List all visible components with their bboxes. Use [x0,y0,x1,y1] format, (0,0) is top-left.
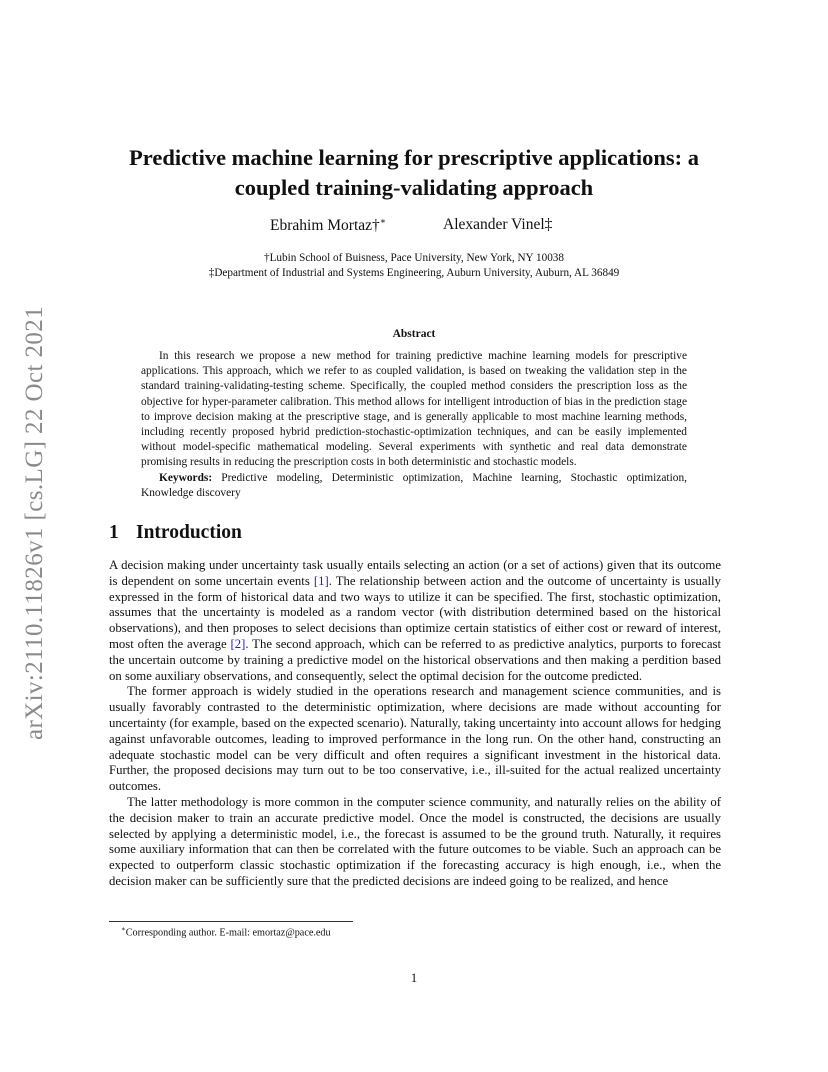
paragraph-1-part-a: A decision making under uncertainty task usually entails selecting an action (or a set of actions) given that its outcome is dependent on some uncertain events [109,558,721,588]
abstract-text: In this research we propose a new method for training predictive machine learning models for prescriptive applications. This approach, which we refer to as coupled validation, is based on tweaking the validation step in the standard training-validating-testing scheme. Specifically, the coupled method considers the prescription loss as the objective for hyper-parameter calibration. This method allows for intelligent introduction of bias in the prediction stage to improve decision making at the prescriptive stage, and is generally applicable to most machine learning methods, including recently proposed hybrid prediction-stochastic-optimization techniques, and can be easily implemented without model-specific mathematical modeling. Several experiments with synthetic and real data demonstrate promising results in reducing the prescription costs in both deterministic and stochastic models. [141,350,687,469]
page-number: 1 [410,971,418,985]
arxiv-identifier-text: arXiv:2110.11826v1 [cs.LG] 22 Oct 2021 [21,305,48,741]
section-title: Introduction [136,522,242,543]
paragraph-2: The former approach is widely studied in the operations research and management science communities, and is usually favorably contrasted to the deterministic optimization, where decisions are made without accounting for uncertainty (for example, based on the expected scenario). Naturally, taking uncertainty into account allows for hedging against unfavorable outcomes, leading to improved performance in the long run. On the other hand, constructing an adequate stochastic model can be very difficult and often requires a significant investment in the historical data. Further, the proposed decisions may turn out to be too conservative, i.e., ill-suited for the actual realized uncertainty outcomes. [109,684,721,794]
footnote-divider [109,921,353,922]
footnote-text: Corresponding author. E-mail: emortaz@pace.edu [125,927,331,939]
footnote [121,925,331,938]
corresponding-author-mark: ∗ [379,216,386,226]
author-1-name: Ebrahim Mortaz† [270,217,380,235]
paragraph-1-part-c: . The second approach, which can be referred to as predictive analytics, purports to forecast the uncertain outcome by training a predictive model on the historical observations and then making a perdition based on some auxiliary observations, and consequently, select the optimal decision for the outcome predicted. [109,636,721,683]
keywords [141,471,687,501]
author-list [0,216,828,240]
affiliation-2: ‡Department of Industrial and Systems Engineering, Auburn University, Auburn, AL 36849 [208,267,620,279]
paper-title: Predictive machine learning for prescriptive applications: a coupled training-validating approach [129,145,699,200]
section-body [109,558,721,890]
arxiv-identifier [0,0,50,1072]
paragraph-3: The latter methodology is more common in the computer science community, and naturally relies on the ability of the decision maker to train an accurate predictive model. Once the model is constructed, the decisions are usually selected by applying a deterministic model, i.e., the forecast is assumed to be the ground truth. Naturally, it requires some auxiliary information that can then be correlated with the future outcomes to be viable. Such an approach can be expected to outperform classic stochastic optimization if the forecasting accuracy is high enough, i.e., when the decision maker can be sufficiently sure that the predicted decisions are indeed going to be realized, and hence [109,794,721,888]
paragraph-1-part-b: . The relationship between action and the outcome of uncertainty is usually expressed in the form of historical data and two ways to utilize it can be specified. The first, stochastic optimization, assumes that the uncertainty is modeled as a random vector (with distribution determined based on the historical observations), and then proposes to select decisions than optimize certain statistics of either cost or reward of interest, most often the average [109,573,721,651]
section-heading [109,522,242,544]
author-1 [270,216,386,235]
footnote-mark: ∗ [121,925,126,933]
author-2-name: Alexander Vinel‡ [443,216,553,233]
keywords-text: Predictive modeling, Deterministic optimization, Machine learning, Stochastic optimization, Knowledge discovery [141,471,687,499]
paragraph-1 [109,558,721,684]
abstract-heading: Abstract [392,328,436,340]
author-2 [443,216,552,234]
abstract-body [141,349,687,501]
affiliation-1: †Lubin School of Buisness, Pace University, New York, NY 10038 [264,252,564,264]
citation-1-link[interactable]: [1] [313,573,329,588]
section-number: 1 [109,522,119,543]
citation-2-link[interactable]: [2] [230,636,246,651]
keywords-label: Keywords: [159,471,213,484]
